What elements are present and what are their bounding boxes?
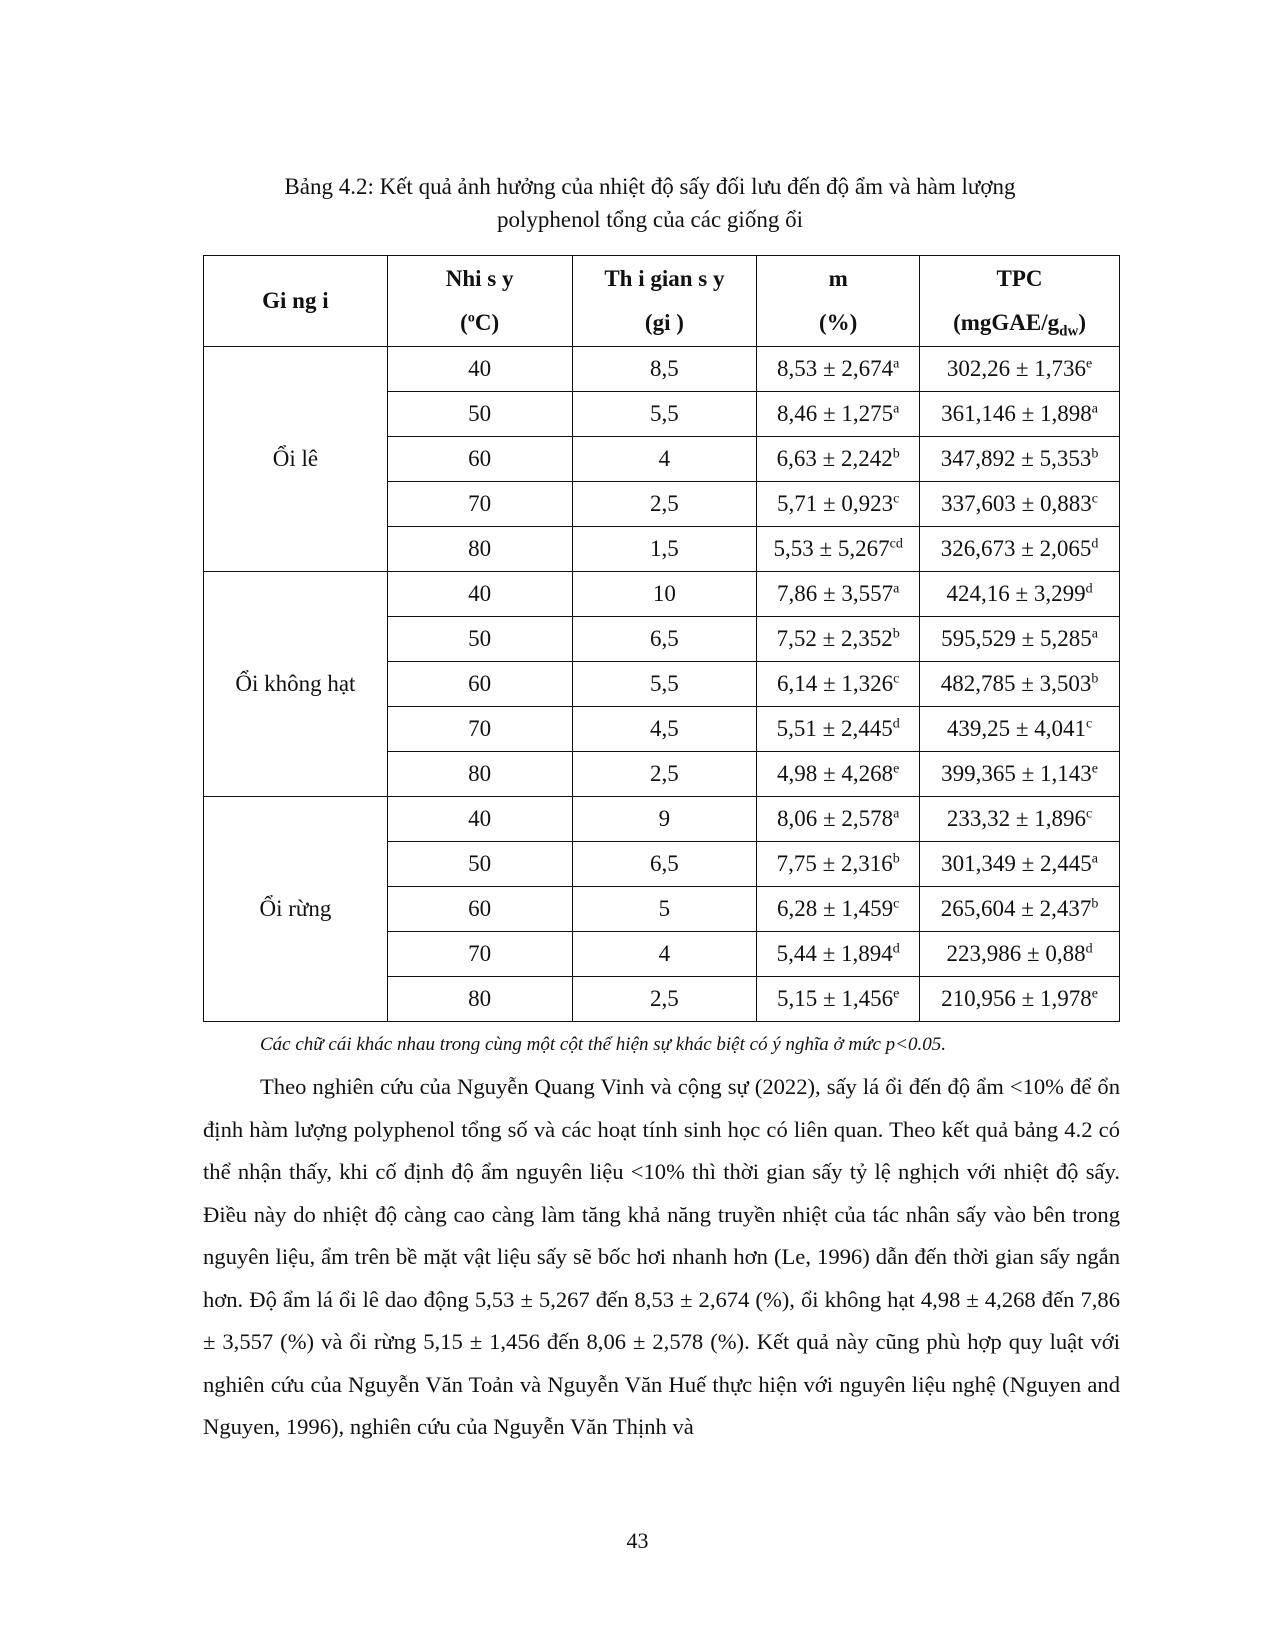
moisture-cell-significance-letter: b (892, 446, 900, 462)
moisture-cell-significance-letter: b (892, 851, 900, 867)
moisture-cell (757, 482, 920, 527)
time-cell: 4 (572, 437, 757, 482)
header-moisture: m (%) (757, 256, 920, 347)
temperature-cell: 40 (387, 347, 572, 392)
tpc-cell (920, 437, 1120, 482)
moisture-cell (757, 707, 920, 752)
temperature-cell: 50 (387, 617, 572, 662)
temperature-cell: 40 (387, 572, 572, 617)
tpc-cell (920, 842, 1120, 887)
tpc-cell-significance-letter: d (1085, 581, 1093, 597)
moisture-cell-significance-letter: a (893, 806, 900, 822)
tpc-cell-significance-letter: a (1091, 401, 1098, 417)
tpc-cell-value: 399,365 ± 1,143 (941, 761, 1092, 786)
tpc-cell-value: 233,32 ± 1,896 (946, 806, 1086, 831)
tpc-cell (920, 392, 1120, 437)
tpc-cell-value: 301,349 ± 2,445 (941, 851, 1092, 876)
tpc-cell-significance-letter: c (1086, 806, 1093, 822)
moisture-cell-significance-letter: a (893, 581, 900, 597)
header-drying-time: Th i gian s y (gi ) (572, 256, 757, 347)
moisture-cell-value: 7,75 ± 2,316 (776, 851, 893, 876)
table-row (204, 572, 1120, 617)
moisture-cell-value: 6,63 ± 2,242 (776, 446, 893, 471)
time-cell: 2,5 (572, 977, 757, 1022)
tpc-cell (920, 617, 1120, 662)
tpc-cell (920, 932, 1120, 977)
moisture-cell-significance-letter: e (893, 761, 900, 777)
header-temperature: Nhi s y ($^o$C) (387, 256, 572, 347)
tpc-cell-significance-letter: c (1086, 716, 1093, 732)
tpc-cell-significance-letter: c (1091, 491, 1098, 507)
table-footnote: Các chữ cái khác nhau trong cùng một cột thể hiện sự khác biệt có ý nghĩa ở mức p<0.05. (260, 1034, 947, 1055)
time-cell: 6,5 (572, 842, 757, 887)
tpc-cell-value: 347,892 ± 5,353 (940, 446, 1092, 471)
moisture-cell-significance-letter: c (893, 491, 900, 507)
time-cell: 1,5 (572, 527, 757, 572)
table-body (204, 347, 1120, 1022)
caption-line-1: Bảng 4.2: Kết quả ảnh hưởng của nhiệt độ sấy đối lưu đến độ ẩm và hàm lượng (284, 174, 1016, 199)
tpc-cell-significance-letter: e (1091, 986, 1098, 1002)
moisture-cell-value: 5,44 ± 1,894 (776, 941, 893, 966)
moisture-cell-value: 7,86 ± 3,557 (777, 581, 894, 606)
time-cell: 4,5 (572, 707, 757, 752)
temperature-cell: 80 (387, 977, 572, 1022)
temperature-cell: 80 (387, 527, 572, 572)
moisture-cell-significance-letter: d (892, 716, 900, 732)
caption-line-2: polyphenol tổng của các giống ổi (497, 207, 803, 232)
temperature-cell: 70 (387, 482, 572, 527)
temperature-cell: 70 (387, 932, 572, 977)
tpc-cell-significance-letter: a (1091, 851, 1098, 867)
table-row (204, 347, 1120, 392)
tpc-cell (920, 887, 1120, 932)
moisture-cell-significance-letter: c (893, 896, 900, 912)
tpc-cell (920, 662, 1120, 707)
tpc-cell-value: 326,673 ± 2,065 (940, 536, 1092, 561)
time-cell: 4 (572, 932, 757, 977)
tpc-cell (920, 572, 1120, 617)
moisture-cell-value: 6,28 ± 1,459 (777, 896, 894, 921)
temperature-cell: 60 (387, 887, 572, 932)
time-cell: 6,5 (572, 617, 757, 662)
moisture-cell-significance-letter: b (892, 626, 900, 642)
moisture-cell (757, 752, 920, 797)
moisture-cell (757, 662, 920, 707)
tpc-cell-value: 361,146 ± 1,898 (941, 401, 1092, 426)
moisture-cell-value: 5,51 ± 2,445 (776, 716, 893, 741)
time-cell: 8,5 (572, 347, 757, 392)
tpc-cell-significance-letter: b (1091, 446, 1099, 462)
tpc-cell-significance-letter: d (1085, 941, 1093, 957)
moisture-cell-value: 6,14 ± 1,326 (777, 671, 894, 696)
moisture-cell (757, 617, 920, 662)
moisture-cell (757, 437, 920, 482)
tpc-cell-value: 223,986 ± 0,88 (946, 941, 1086, 966)
temperature-cell: 40 (387, 797, 572, 842)
tpc-cell-significance-letter: e (1091, 761, 1098, 777)
time-cell: 2,5 (572, 482, 757, 527)
tpc-cell (920, 482, 1120, 527)
variety-cell: Ổi rừng (204, 797, 388, 1022)
tpc-cell (920, 797, 1120, 842)
time-cell: 2,5 (572, 752, 757, 797)
body-paragraph (203, 1066, 1120, 1449)
temperature-cell: 50 (387, 842, 572, 887)
variety-cell: Ổi lê (204, 347, 388, 572)
variety-cell: Ổi không hạt (204, 572, 388, 797)
temperature-cell: 60 (387, 437, 572, 482)
moisture-cell-value: 8,06 ± 2,578 (777, 806, 894, 831)
header-tpc: TPC $(mgGAE/g_{dw})$ (920, 256, 1120, 347)
tpc-cell-value: 265,604 ± 2,437 (940, 896, 1092, 921)
table-header-row (204, 256, 1120, 347)
moisture-cell (757, 977, 920, 1022)
moisture-cell (757, 572, 920, 617)
moisture-cell-value: 7,52 ± 2,352 (776, 626, 893, 651)
moisture-cell-value: 4,98 ± 4,268 (777, 761, 894, 786)
tpc-cell-value: 482,785 ± 3,503 (940, 671, 1092, 696)
header-variety: Gi ng i (204, 256, 388, 347)
tpc-cell-value: 302,26 ± 1,736 (946, 356, 1086, 381)
moisture-cell-value: 5,15 ± 1,456 (777, 986, 894, 1011)
moisture-cell (757, 797, 920, 842)
results-table (203, 255, 1120, 1022)
moisture-cell (757, 842, 920, 887)
moisture-cell-significance-letter: e (893, 986, 900, 1002)
tpc-cell-significance-letter: e (1086, 356, 1093, 372)
moisture-cell-value: 5,53 ± 5,267 (773, 536, 890, 561)
table-caption (190, 170, 1110, 236)
time-cell: 9 (572, 797, 757, 842)
moisture-cell-significance-letter: a (893, 356, 900, 372)
tpc-cell (920, 977, 1120, 1022)
temperature-cell: 50 (387, 392, 572, 437)
tpc-cell (920, 707, 1120, 752)
time-cell: 10 (572, 572, 757, 617)
moisture-cell-significance-letter: cd (889, 536, 903, 552)
temperature-cell: 70 (387, 707, 572, 752)
tpc-cell-significance-letter: b (1091, 671, 1099, 687)
time-cell: 5,5 (572, 662, 757, 707)
moisture-cell (757, 932, 920, 977)
tpc-cell-value: 337,603 ± 0,883 (941, 491, 1092, 516)
time-cell: 5,5 (572, 392, 757, 437)
moisture-cell (757, 527, 920, 572)
tpc-cell-value: 424,16 ± 3,299 (946, 581, 1086, 606)
tpc-cell (920, 527, 1120, 572)
tpc-cell-value: 595,529 ± 5,285 (941, 626, 1092, 651)
moisture-cell (757, 347, 920, 392)
table-row (204, 797, 1120, 842)
tpc-cell-significance-letter: b (1091, 896, 1099, 912)
moisture-cell (757, 392, 920, 437)
temperature-cell: 60 (387, 662, 572, 707)
moisture-cell-significance-letter: d (892, 941, 900, 957)
tpc-cell (920, 752, 1120, 797)
moisture-cell-value: 8,46 ± 1,275 (777, 401, 894, 426)
moisture-cell-value: 5,71 ± 0,923 (777, 491, 894, 516)
moisture-cell-significance-letter: a (893, 401, 900, 417)
moisture-cell-significance-letter: c (893, 671, 900, 687)
moisture-cell-value: 8,53 ± 2,674 (777, 356, 894, 381)
moisture-cell (757, 887, 920, 932)
paragraph-text: Theo nghiên cứu của Nguyễn Quang Vinh và cộng sự (2022), sấy lá ổi đến độ ẩm <10% để ổn định hàm lượng polyphenol tổng số và các hoạt tính sinh học có liên quan. Theo kết quả bảng 4.2 có thể nhận thấy, khi cố định độ ẩm nguyên liệu <10% thì thời gian sấy tỷ lệ nghịch với nhiệt độ sấy. Điều này do nhiệt độ càng cao càng làm tăng khả năng truyền nhiệt của tác nhân sấy vào bên trong nguyên liệu, ẩm trên bề mặt vật liệu sấy sẽ bốc hơi nhanh hơn (Le, 1996) dẫn đến thời gian sấy ngắn hơn. Độ ẩm lá ổi lê dao động 5,53 ± 5,267 đến 8,53 ± 2,674 (%), ổi không hạt 4,98 ± 4,268 đến 7,86 ± 3,557 (%) và ổi rừng 5,15 ± 1,456 đến 8,06 ± 2,578 (%). Kết quả này cũng phù hợp quy luật với nghiên cứu của Nguyễn Văn Toản và Nguyễn Văn Huế thực hiện với nguyên liệu nghệ (Nguyen and Nguyen, 1996), nghiên cứu của Nguyễn Văn Thịnh và (203, 1074, 1120, 1439)
page-number: 43 (626, 1528, 649, 1553)
time-cell: 5 (572, 887, 757, 932)
tpc-cell-significance-letter: d (1091, 536, 1099, 552)
temperature-cell: 80 (387, 752, 572, 797)
tpc-cell-value: 439,25 ± 4,041 (946, 716, 1086, 741)
tpc-cell (920, 347, 1120, 392)
tpc-cell-value: 210,956 ± 1,978 (941, 986, 1092, 1011)
tpc-cell-significance-letter: a (1091, 626, 1098, 642)
